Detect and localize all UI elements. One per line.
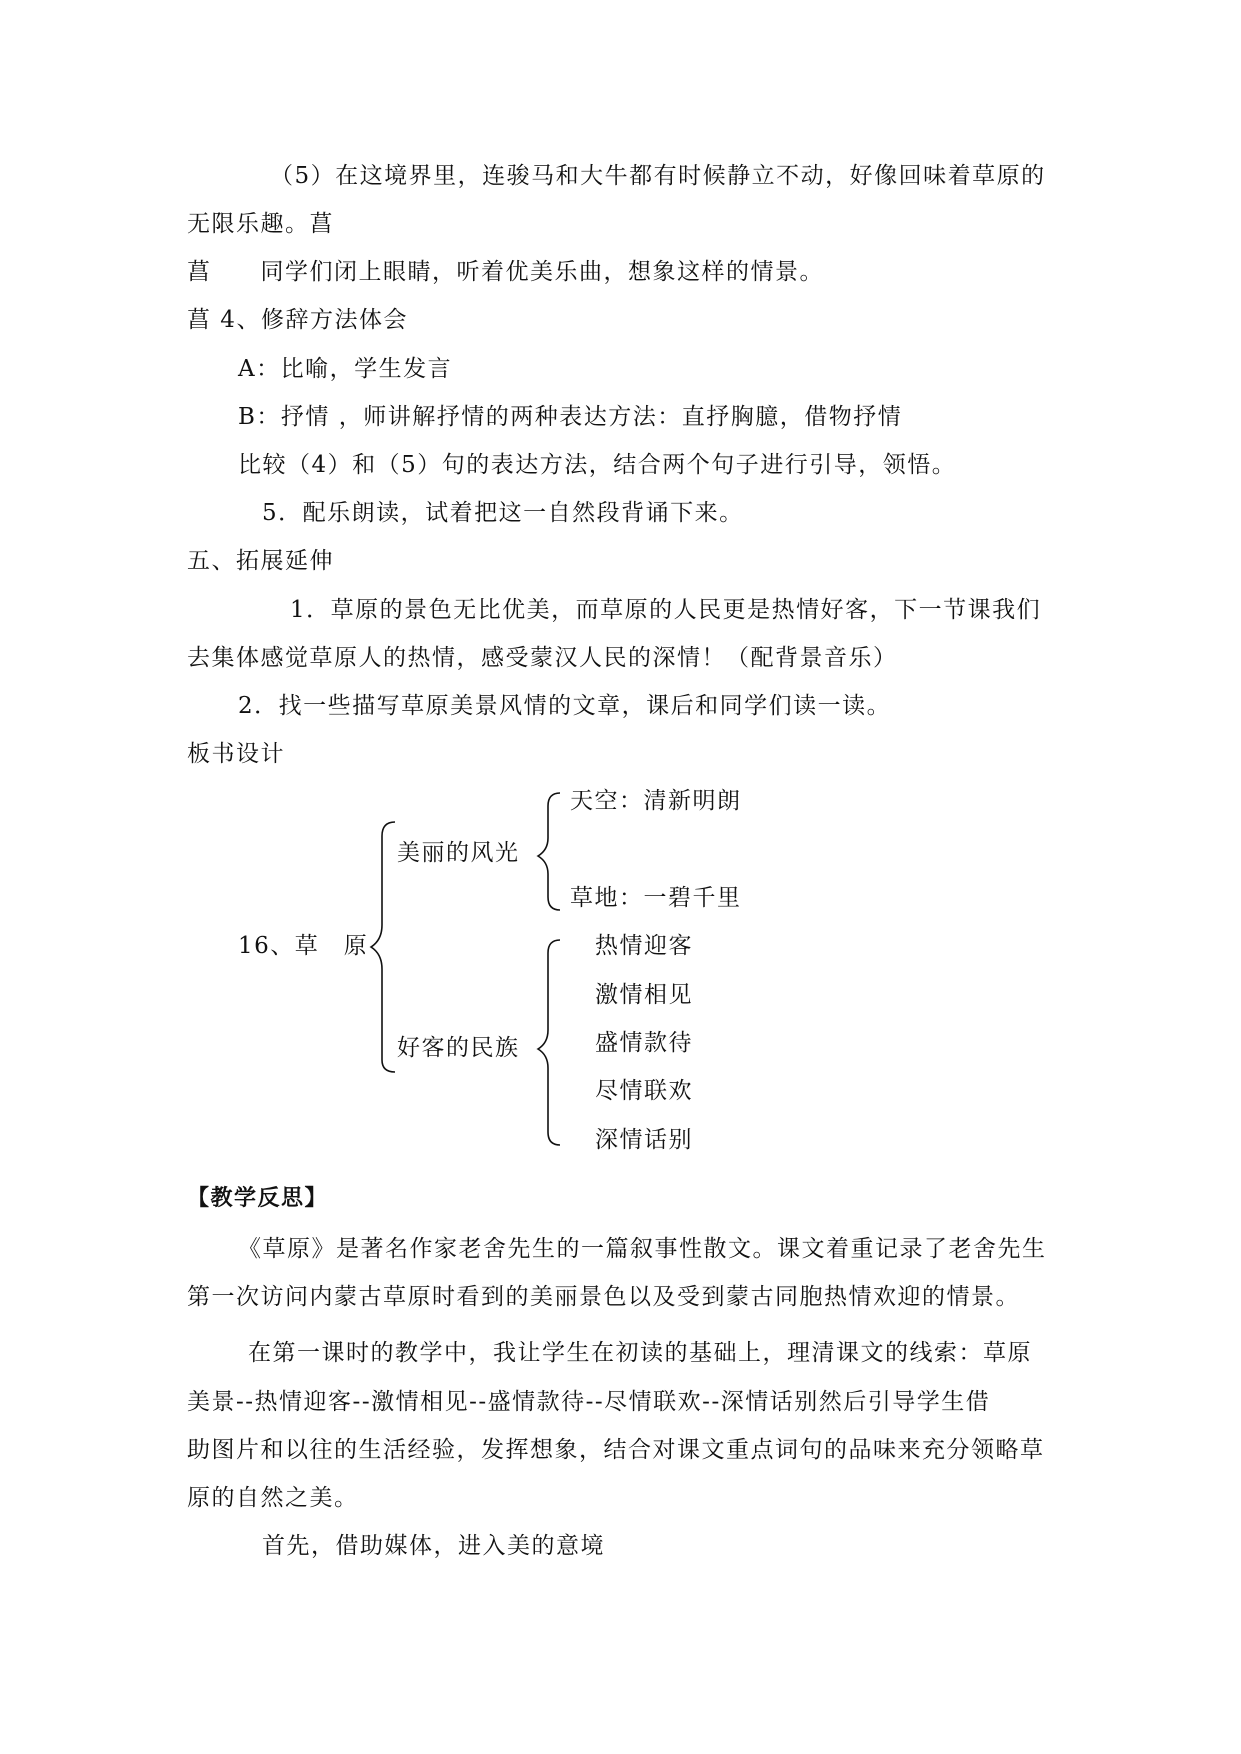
paragraph-line: A：比喻，学生发言 [238, 356, 453, 382]
branch2-brace [538, 940, 560, 1145]
paragraph-line: 5．配乐朗读，试着把这一自然段背诵下来。 [262, 500, 744, 526]
paragraph-line: 2．找一些描写草原美景风情的文章，课后和同学们读一读。 [238, 693, 892, 719]
reflection-line: 第一次访问内蒙古草原时看到的美丽景色以及受到蒙古同胞热情欢迎的情景。 [187, 1284, 1020, 1310]
board-branch1-item: 草地：一碧千里 [570, 885, 742, 911]
section-heading: 五、拓展延伸 [187, 548, 334, 574]
reflection-line: 原的自然之美。 [187, 1485, 359, 1511]
paragraph-line: 1．草原的景色无比优美，而草原的人民更是热情好客，下一节课我们 [290, 597, 1042, 623]
board-branch2-item: 盛情款待 [595, 1030, 693, 1056]
paragraph-line: 比较（4）和（5）句的表达方法，结合两个句子进行引导，领悟。 [238, 452, 957, 478]
reflection-line: 《草原》是著名作家老舍先生的一篇叙事性散文。课文着重记录了老舍先生 [238, 1236, 1047, 1262]
board-branch2-item: 激情相见 [595, 982, 693, 1008]
reflection-line: 美景--热情迎客--激情相见--盛情款待--尽情联欢--深情话别然后引导学生借 [187, 1389, 991, 1415]
board-branch1: 美丽的风光 [397, 840, 520, 866]
board-root: 16、草 原 [238, 933, 369, 959]
paragraph-line: 无限乐趣。菖 [187, 211, 334, 237]
section-heading: 板书设计 [187, 741, 285, 767]
reflection-line: 在第一课时的教学中，我让学生在初读的基础上，理清课文的线索：草原 [248, 1340, 1032, 1366]
board-branch2-item: 热情迎客 [595, 933, 693, 959]
paragraph-line: （5）在这境界里，连骏马和大牛都有时候静立不动，好像回味着草原的 [270, 163, 1046, 189]
board-branch2: 好客的民族 [397, 1035, 520, 1061]
board-branch2-item: 尽情联欢 [595, 1078, 693, 1104]
paragraph-line: 菖 同学们闭上眼睛，听着优美乐曲，想象这样的情景。 [187, 259, 824, 285]
root-brace [371, 822, 395, 1072]
board-branch2-item: 深情话别 [595, 1127, 693, 1153]
branch1-brace [538, 793, 560, 910]
paragraph-line: 菖 4、修辞方法体会 [187, 307, 408, 333]
paragraph-line: 去集体感觉草原人的热情，感受蒙汉人民的深情！（配背景音乐） [187, 645, 898, 671]
reflection-line: 助图片和以往的生活经验，发挥想象，结合对课文重点词句的品味来充分领略草 [187, 1437, 1045, 1463]
paragraph-line: B：抒情 ，师讲解抒情的两种表达方法：直抒胸臆，借物抒情 [238, 404, 903, 430]
reflection-heading: 【教学反思】 [187, 1186, 329, 1211]
reflection-line: 首先，借助媒体，进入美的意境 [262, 1533, 605, 1559]
board-branch1-item: 天空：清新明朗 [570, 788, 742, 814]
